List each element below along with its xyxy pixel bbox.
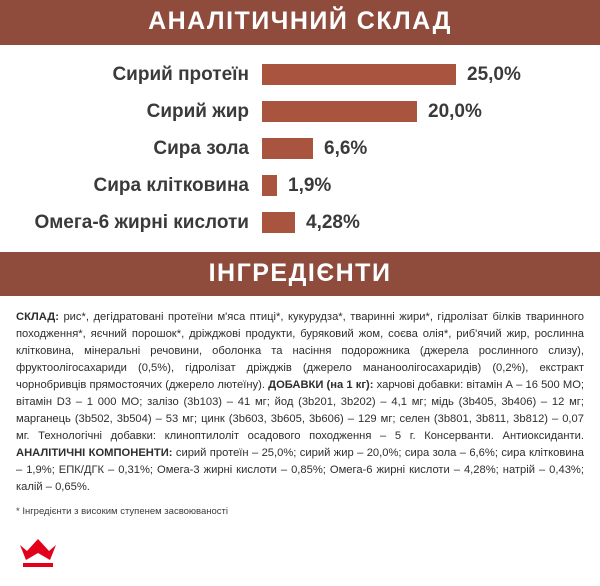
chart-row [0, 94, 600, 130]
chart-bar [262, 101, 417, 122]
chart-value-label: 20,0% [428, 100, 482, 122]
chart-bar-wrap [262, 64, 600, 86]
chart-category-label: Сира клітковина [93, 174, 249, 196]
chart-bar [262, 138, 313, 159]
ingredients-heading-inline: СКЛАД: [16, 311, 59, 323]
chart-category-label: Сира зола [153, 137, 249, 159]
chart-row [0, 205, 600, 241]
chart-bar-wrap [262, 138, 600, 160]
chart-bar-wrap [262, 101, 600, 123]
ingredients-text-run: * [276, 311, 281, 323]
ingredients-text-run: * [176, 328, 182, 341]
ingredients-text-run: , тваринні жири [342, 311, 426, 323]
ingredients-text-run: , гідролізат білків тваринного походження [16, 311, 584, 341]
chart-bar [262, 64, 456, 85]
brand-logo [16, 532, 60, 576]
chart-bar [262, 175, 277, 196]
chart-value-label: 4,28% [306, 211, 360, 233]
chart-value-label: 1,9% [288, 174, 332, 196]
chart-category-label: Сирий протеїн [112, 63, 249, 85]
ingredients-text-run: , дріжджові продукти, буряковий жом, соєва олія [181, 328, 444, 341]
ingredients-text-run: * [338, 311, 343, 323]
ingredients-text-run: , дегідратовані протеїни м'яса птиці [85, 311, 277, 323]
ingredients-text-run: * [81, 311, 86, 323]
chart-value-label: 25,0% [467, 63, 521, 85]
chart-row [0, 168, 600, 204]
chart-row [0, 131, 600, 167]
ingredients-text-run: , риб'ячий жир, рослинна клітковина, мінеральні речовини, оболонка та насіння подорожника (джерела рослинного слизу), фруктоолігосахариди (0,5%), гідролізат дріжджів (джерело мананоолігосахаридів) (0,2%), екстракт чорнобривців прямостоячих (джерело лютеїну). [16, 328, 584, 392]
ingredients-text-run: сирий протеїн – 25,0%; сирий жир – 20,0%; сира зола – 6,6%; сира клітковина – 1,9%; ЕПК/ДГК – 0,31%; Омега-3 жирні кислоти – 0,85%; Омега-6 жирні кислоти – 4,28%; натрій – 0,43%; калій – 0,65%. [16, 447, 584, 494]
chart-bar-wrap [262, 212, 600, 234]
chart-row [0, 57, 600, 93]
ingredients-heading-inline: ДОБАВКИ (на 1 кг): [268, 379, 374, 392]
ingredients-text-run: * [78, 328, 83, 341]
ingredients-text-run: , яєчний порошок [82, 328, 177, 341]
analytical-composition-header: АНАЛІТИЧНИЙ СКЛАД [0, 0, 600, 45]
ingredients-text-run: * [443, 328, 449, 341]
ingredients-text-run: * [425, 311, 430, 323]
ingredients-heading-inline: АНАЛІТИЧНІ КОМПОНЕНТИ: [16, 447, 173, 460]
crown-icon [16, 532, 60, 576]
chart-bar-wrap [262, 175, 600, 197]
ingredients-footnote: * Інгредієнти з високим ступенем засвоюваності [16, 506, 229, 518]
ingredients-header: ІНГРЕДІЄНТИ [0, 252, 600, 297]
chart-bar [262, 212, 295, 233]
chart-category-label: Омега-6 жирні кислоти [34, 211, 249, 233]
ingredients-text-run: рис [58, 311, 82, 323]
chart-category-label: Сирий жир [146, 100, 249, 122]
ingredients-text-run: харчові добавки: вітамін А – 16 500 МО; вітамін D3 – 1 000 МО; залізо (3b103) – 41 мг; йод (3b201, 3b202) – 4,1 мг; мідь (3b405, 3b406) – 12 мг; марганець (3b502, 3b504) – 53 мг; цинк (3b603, 3b605, 3b606) – 129 мг; селен (3b801, 3b811, 3b812) – 0,07 мг. Технологічні добавки: клиноптилоліт осадового походження – 5 г. Консерванти. Антиоксиданти. [16, 379, 585, 443]
ingredients-text [0, 296, 600, 500]
ingredients-text-run: , кукурудза [280, 311, 339, 323]
analytical-composition-chart [0, 45, 600, 252]
chart-value-label: 6,6% [324, 137, 368, 159]
